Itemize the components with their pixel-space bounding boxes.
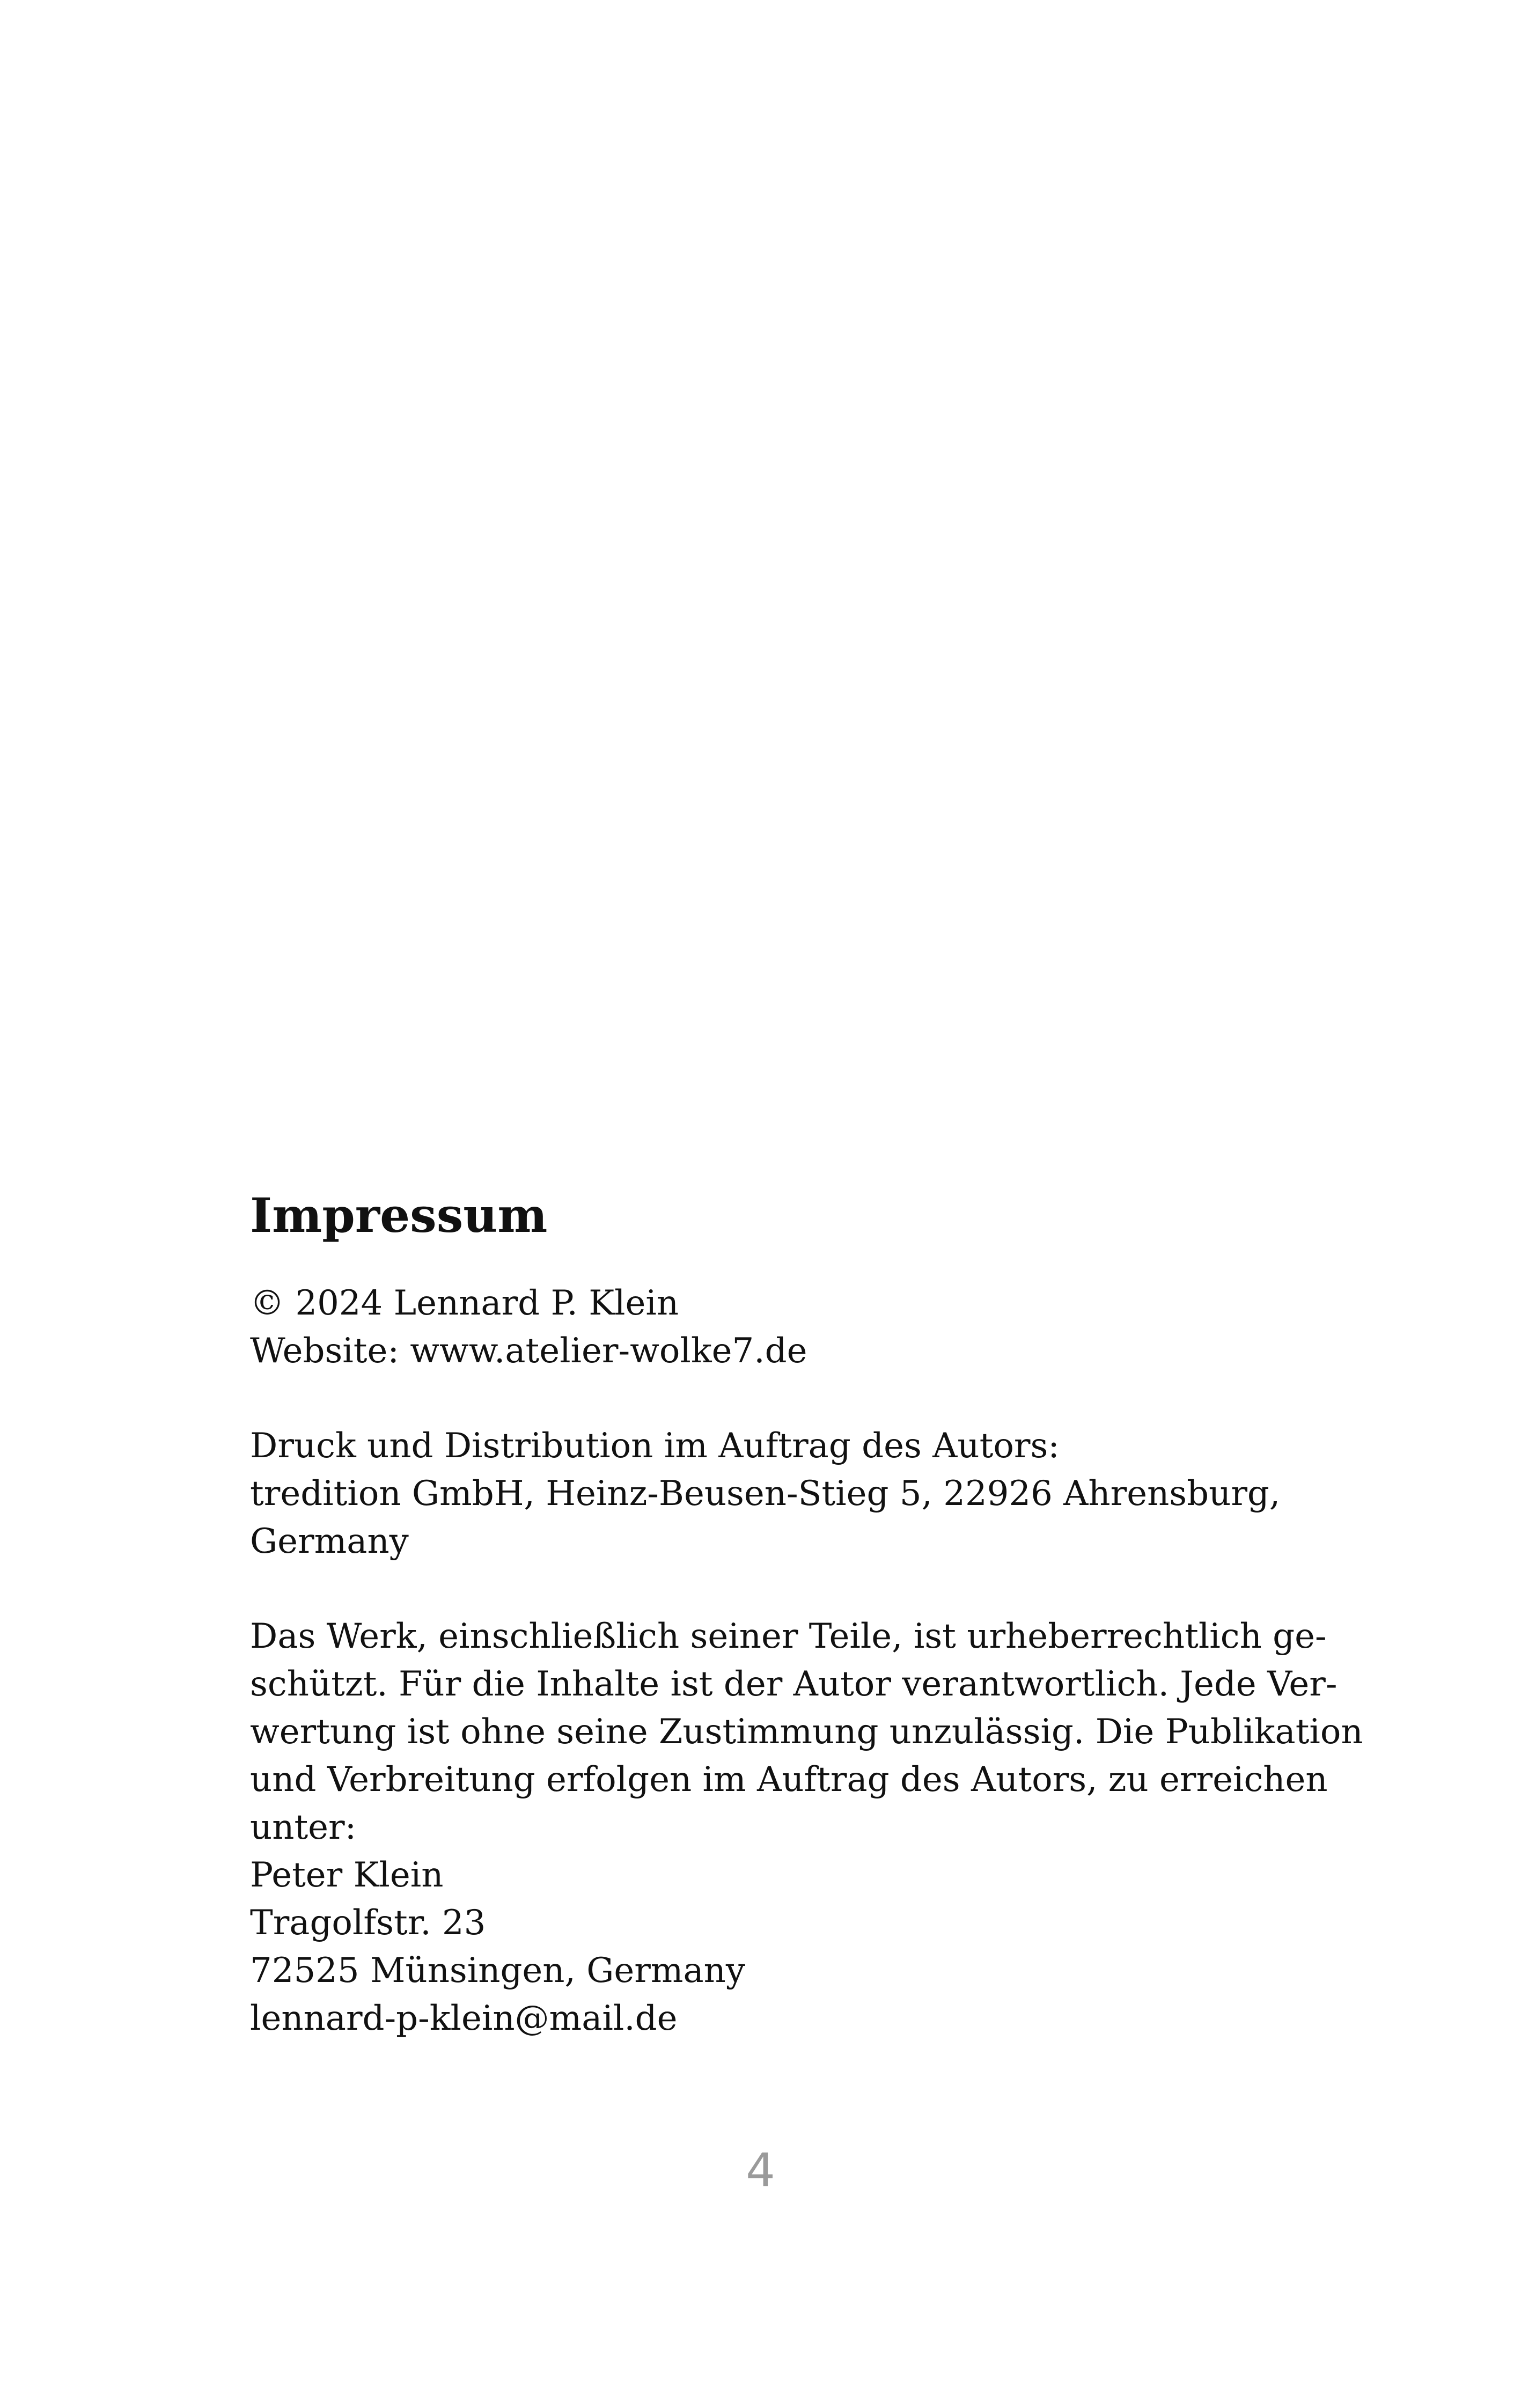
legal-line: Das Werk, einschließlich seiner Teile, ist urheberrechtlich ge- (250, 1617, 1327, 1656)
website-line: Website: www.atelier-wolke7.de (250, 1331, 807, 1371)
legal-notice-block (250, 1613, 1363, 2043)
contact-city: 72525 Münsingen, Germany (250, 1951, 745, 1991)
print-line: tredition GmbH, Heinz-Beusen-Stieg 5, 22926 Ahrensburg, (250, 1474, 1281, 1514)
page-number: 4 (746, 2143, 775, 2197)
impressum-section (250, 1187, 1363, 2090)
print-line: Druck und Distribution im Auftrag des Autors: (250, 1426, 1060, 1466)
print-line: Germany (250, 1522, 409, 1561)
contact-street: Tragolfstr. 23 (250, 1903, 486, 1943)
legal-line: schützt. Für die Inhalte ist der Autor verantwortlich. Jede Ver- (250, 1664, 1338, 1704)
copyright-line: © 2024 Lennard P. Klein (250, 1283, 679, 1323)
contact-name: Peter Klein (250, 1855, 444, 1895)
legal-line: und Verbreitung erfolgen im Auftrag des Autors, zu erreichen (250, 1760, 1328, 1800)
page-title: Impressum (250, 1187, 548, 1243)
contact-email: lennard-p-klein@mail.de (250, 1999, 678, 2038)
print-distribution-block (250, 1422, 1302, 1566)
legal-line: wertung ist ohne seine Zustimmung unzulässig. Die Publikation (250, 1712, 1363, 1752)
copyright-block (250, 1280, 1302, 1375)
legal-line: unter: (250, 1808, 357, 1847)
